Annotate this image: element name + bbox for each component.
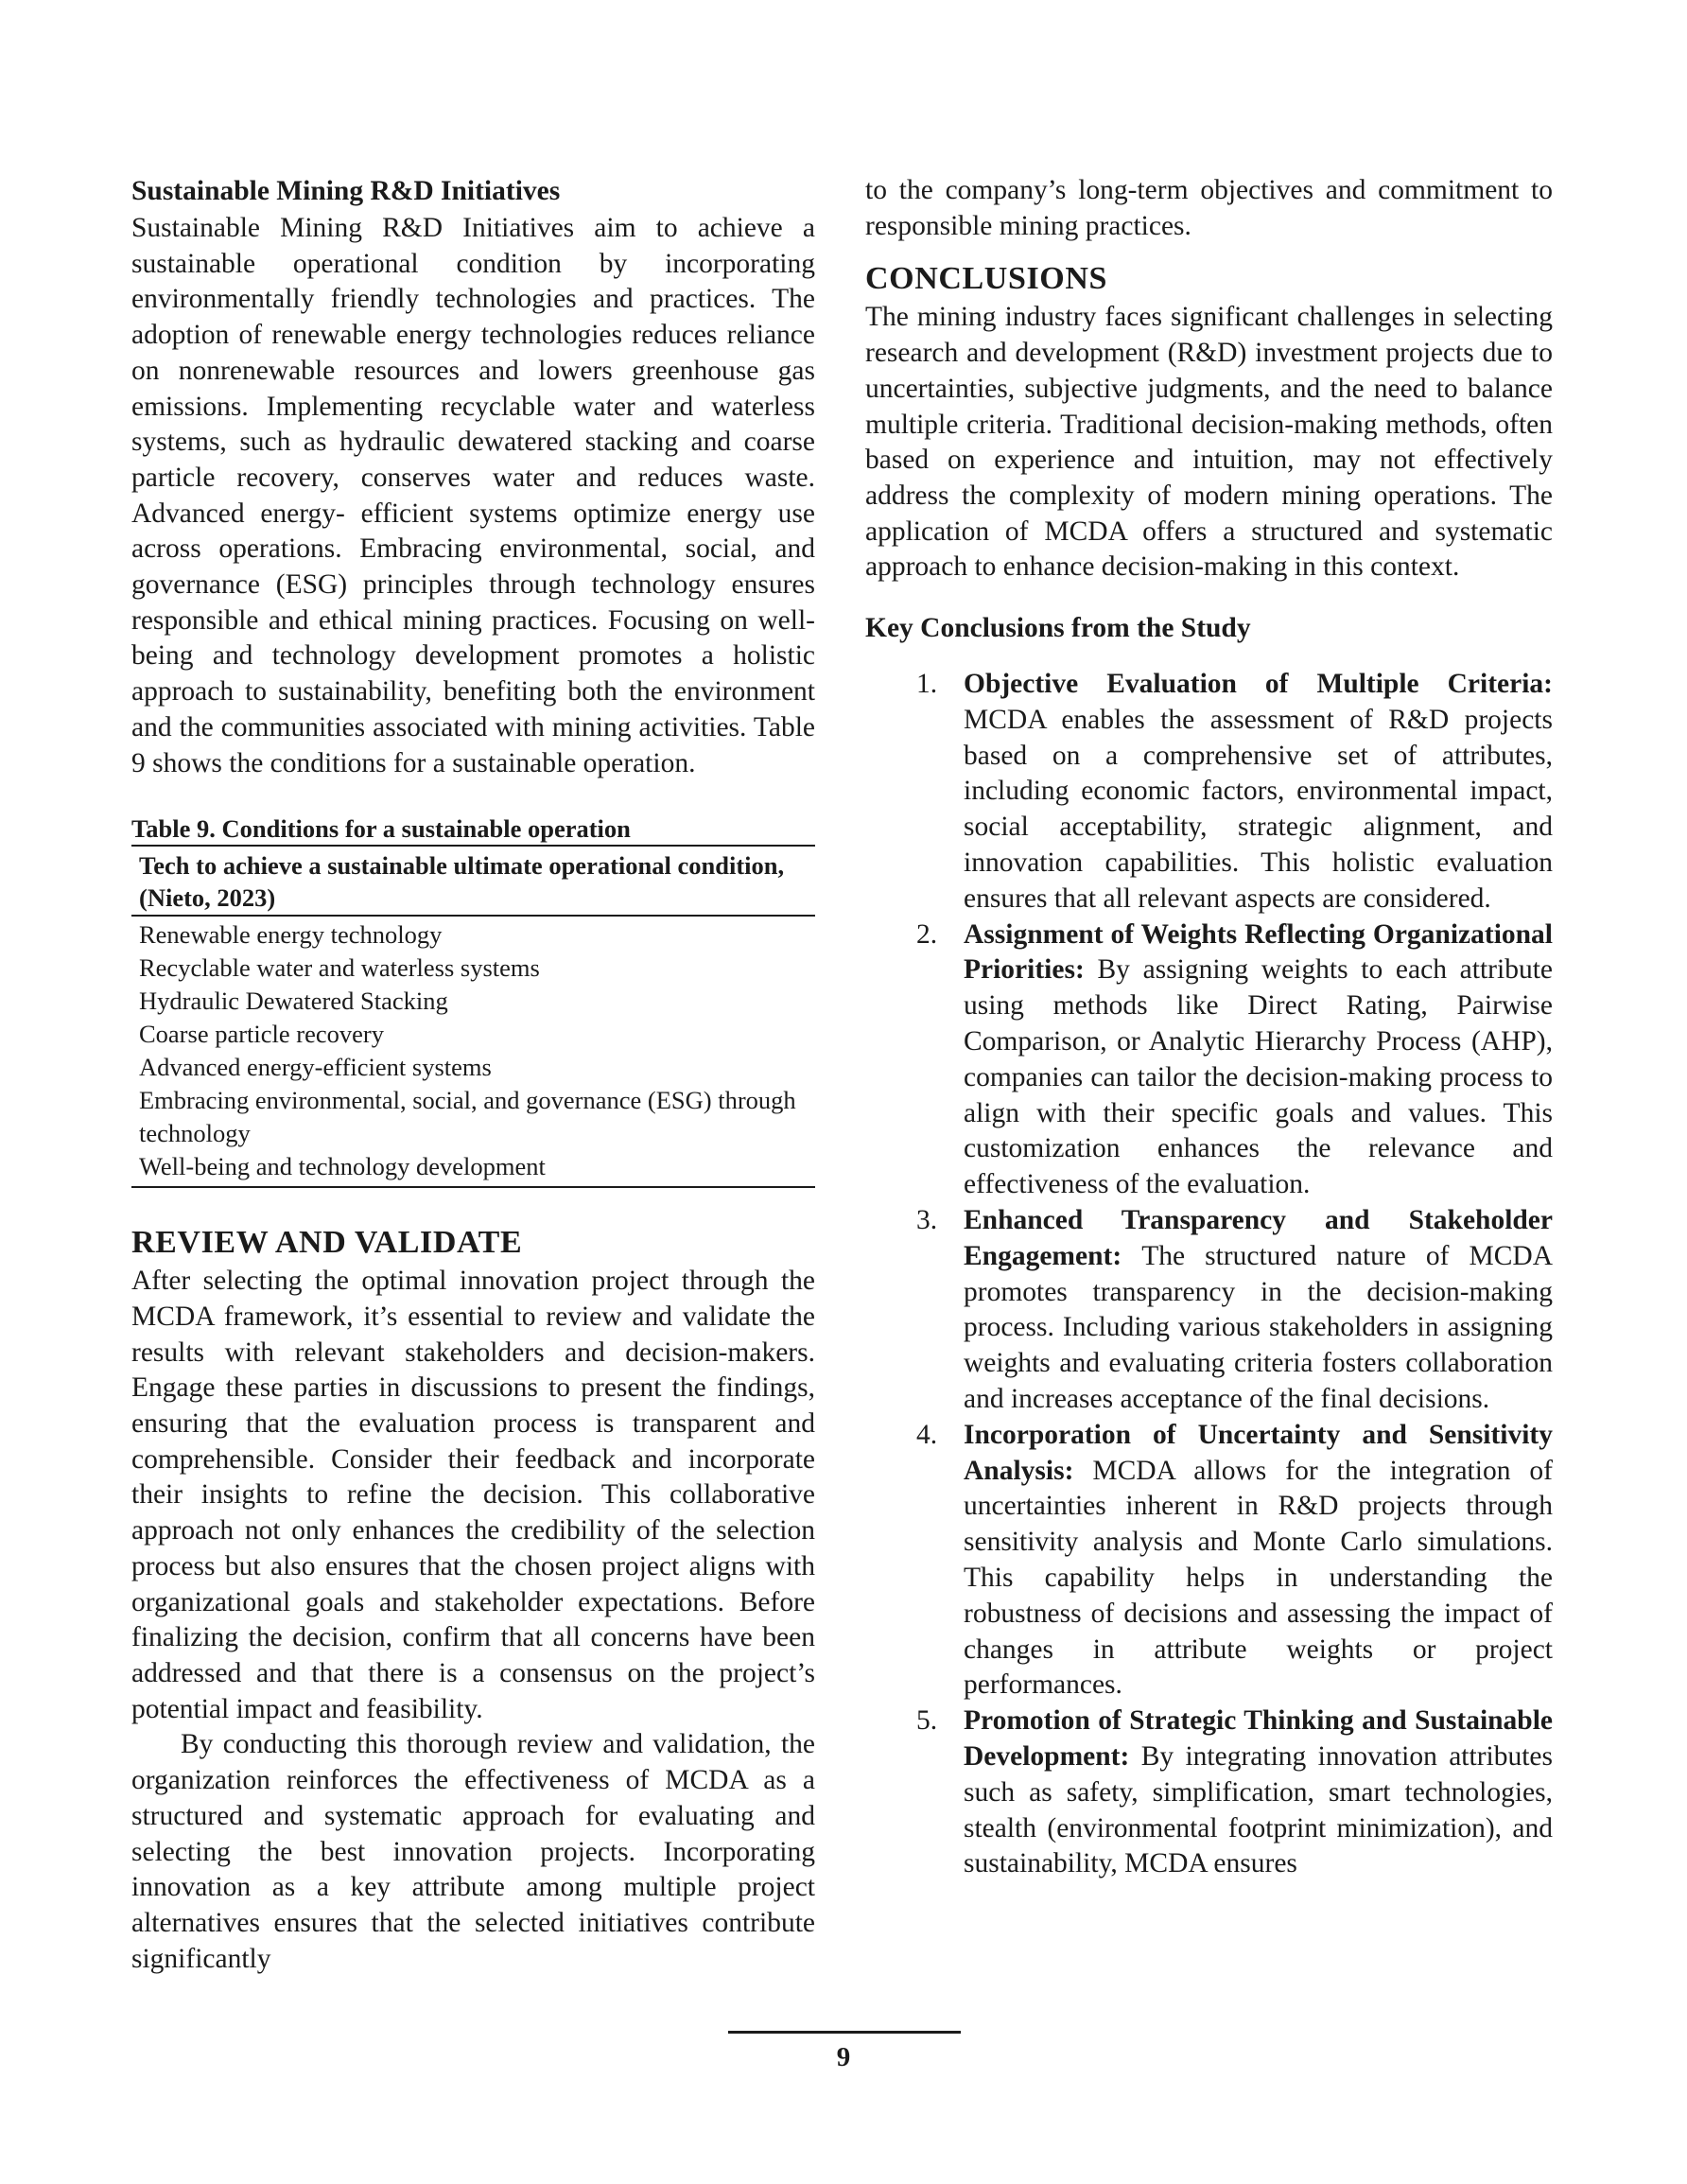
table-cell: Renewable energy technology — [139, 920, 443, 950]
list-item-title: Promotion of Strategic Thinking and Sustainable Development: — [964, 1705, 1553, 1772]
table-cell: Well-being and technology development — [131, 1150, 815, 1187]
list-item-title: Objective Evaluation of Multiple Criteria: — [964, 669, 1553, 700]
list-item-text: By assigning weights to each attribute using methods like Direct Rating, Pairwise Comparison, or Analytic Hierarchy Process (AHP), companies can tailor the decision-making process to align with their specific goals and values. This customization enhances the relevance and effectiveness of the evaluation. — [964, 954, 1553, 1200]
table-row — [131, 1150, 815, 1187]
conclusions-list — [865, 667, 1553, 1882]
left-column — [131, 173, 815, 1977]
table-header: Tech to achieve a sustainable ultimate operational condition, (Nieto, 2023) — [131, 846, 815, 916]
table-row — [131, 1084, 815, 1150]
table-row — [131, 916, 815, 952]
table-cell: Hydraulic Dewatered Stacking — [139, 987, 448, 1016]
list-item — [865, 917, 1553, 1203]
review-section-title: REVIEW AND VALIDATE — [131, 1225, 523, 1261]
right-column — [865, 173, 1553, 1882]
conditions-table — [131, 845, 815, 1188]
key-conclusions-title: Key Conclusions from the Study — [865, 613, 1251, 644]
list-item-number: 4. — [916, 1419, 938, 1450]
list-item — [865, 1203, 1553, 1418]
list-item-number: 5. — [916, 1705, 938, 1737]
table-cell: Recyclable water and waterless systems — [139, 953, 540, 983]
table-caption: Table 9. Conditions for a sustainable operation — [131, 814, 631, 844]
conclusions-section-title: CONCLUSIONS — [865, 261, 1107, 297]
review-paragraph-2: By conducting this thorough review and validation, the organization reinforces the effectiveness of MCDA as a structured and systematic approach for evaluating and selecting the best innovation projects. Incorporating innovation as a key attribute among multiple project alternatives ensures that the selected initiatives contribute significantly — [131, 1729, 815, 1974]
list-item-number: 3. — [916, 1204, 938, 1235]
list-item-number: 1. — [916, 669, 938, 700]
continuation-paragraph: to the company’s long-term objectives and commitment to responsible mining practices. — [865, 175, 1553, 241]
subsection-title: Sustainable Mining R&D Initiatives — [131, 176, 561, 206]
conclusions-intro: The mining industry faces significant challenges in selecting research and development (R&D) investment projects due to uncertainties, subjective judgments, and the need to balance multiple criteria. Traditional decision-making methods, often based on experience and intuition, may not effectively address the complexity of modern mining operations. The application of MCDA offers a structured and systematic approach to enhance decision-making in this context. — [865, 302, 1553, 583]
table-row — [131, 1018, 815, 1051]
list-item — [865, 1704, 1553, 1882]
list-item-text: By integrating innovation attributes such as safety, simplification, smart technologies, stealth (environmental footprint minimization), and sustainability, MCDA ensures — [964, 1740, 1553, 1879]
review-paragraph-1: After selecting the optimal innovation project through the MCDA framework, it’s essential to review and validate the results with relevant stakeholders and decision-makers. Engage these parties in discussions to present the findings, ensuring that the evaluation process is transparent and comprehensible. Consider their feedback and incorporate their insights to refine the decision. This collaborative approach not only enhances the credibility of the selection process but also ensures that the chosen project aligns with organizational goals and stakeholder expectations. Before finalizing the decision, confirm that all concerns have been addressed and that there is a consensus on the project’s potential impact and feasibility. — [131, 1266, 815, 1724]
list-item-number: 2. — [916, 918, 938, 950]
table-row — [131, 985, 815, 1018]
table-row — [131, 1051, 815, 1084]
table-row — [131, 952, 815, 985]
list-item-text: MCDA enables the assessment of R&D projects based on a comprehensive set of attributes, including economic factors, environmental impact, social acceptability, strategic alignment, and innovation capabilities. This holistic evaluation ensures that all relevant aspects are considered. — [964, 704, 1553, 914]
list-item-title: Incorporation of Uncertainty and Sensitivity Analysis: — [964, 1419, 1553, 1486]
list-item — [865, 1418, 1553, 1704]
list-item-text: MCDA allows for the integration of uncertainties inherent in R&D projects through sensitivity analysis and Monte Carlo simulations. This capability helps in understanding the robustness of decisions and assessing the impact of changes in attribute weights or project performances. — [964, 1455, 1553, 1701]
intro-paragraph: Sustainable Mining R&D Initiatives aim to achieve a sustainable operational condition by incorporating environmentally friendly technologies and practices. The adoption of renewable energy technologies reduces reliance on nonrenewable resources and lowers greenhouse gas emissions. Implementing recyclable water and waterless systems, such as hydraulic dewatered stacking and coarse particle recovery, conserves water and reduces waste. Advanced energy- efficient systems optimize energy use across operations. Embracing environmental, social, and governance (ESG) principles through technology ensures responsible and ethical mining practices. Focusing on well-being and technology development promotes a holistic approach to sustainability, benefiting both the environment and the communities associated with mining activities. Table 9 shows the conditions for a sustainable operation. — [131, 213, 815, 778]
list-item-text: The structured nature of MCDA promotes transparency in the decision-making process. Including various stakeholders in assigning weights and evaluating criteria fosters collaboration and increases acceptance of the final decisions. — [964, 1240, 1553, 1414]
table-cell: Coarse particle recovery — [139, 1020, 384, 1049]
table-cell: Advanced energy-efficient systems — [139, 1053, 492, 1082]
list-item — [865, 667, 1553, 917]
list-item-title: Assignment of Weights Reflecting Organizational Priorities: — [964, 918, 1553, 986]
table-cell: Embracing environmental, social, and governance (ESG) through technology — [139, 1086, 796, 1148]
page-number: 9 — [836, 2042, 851, 2072]
footer-rule — [728, 2031, 961, 2034]
list-item-title: Enhanced Transparency and Stakeholder Engagement: — [964, 1204, 1553, 1271]
